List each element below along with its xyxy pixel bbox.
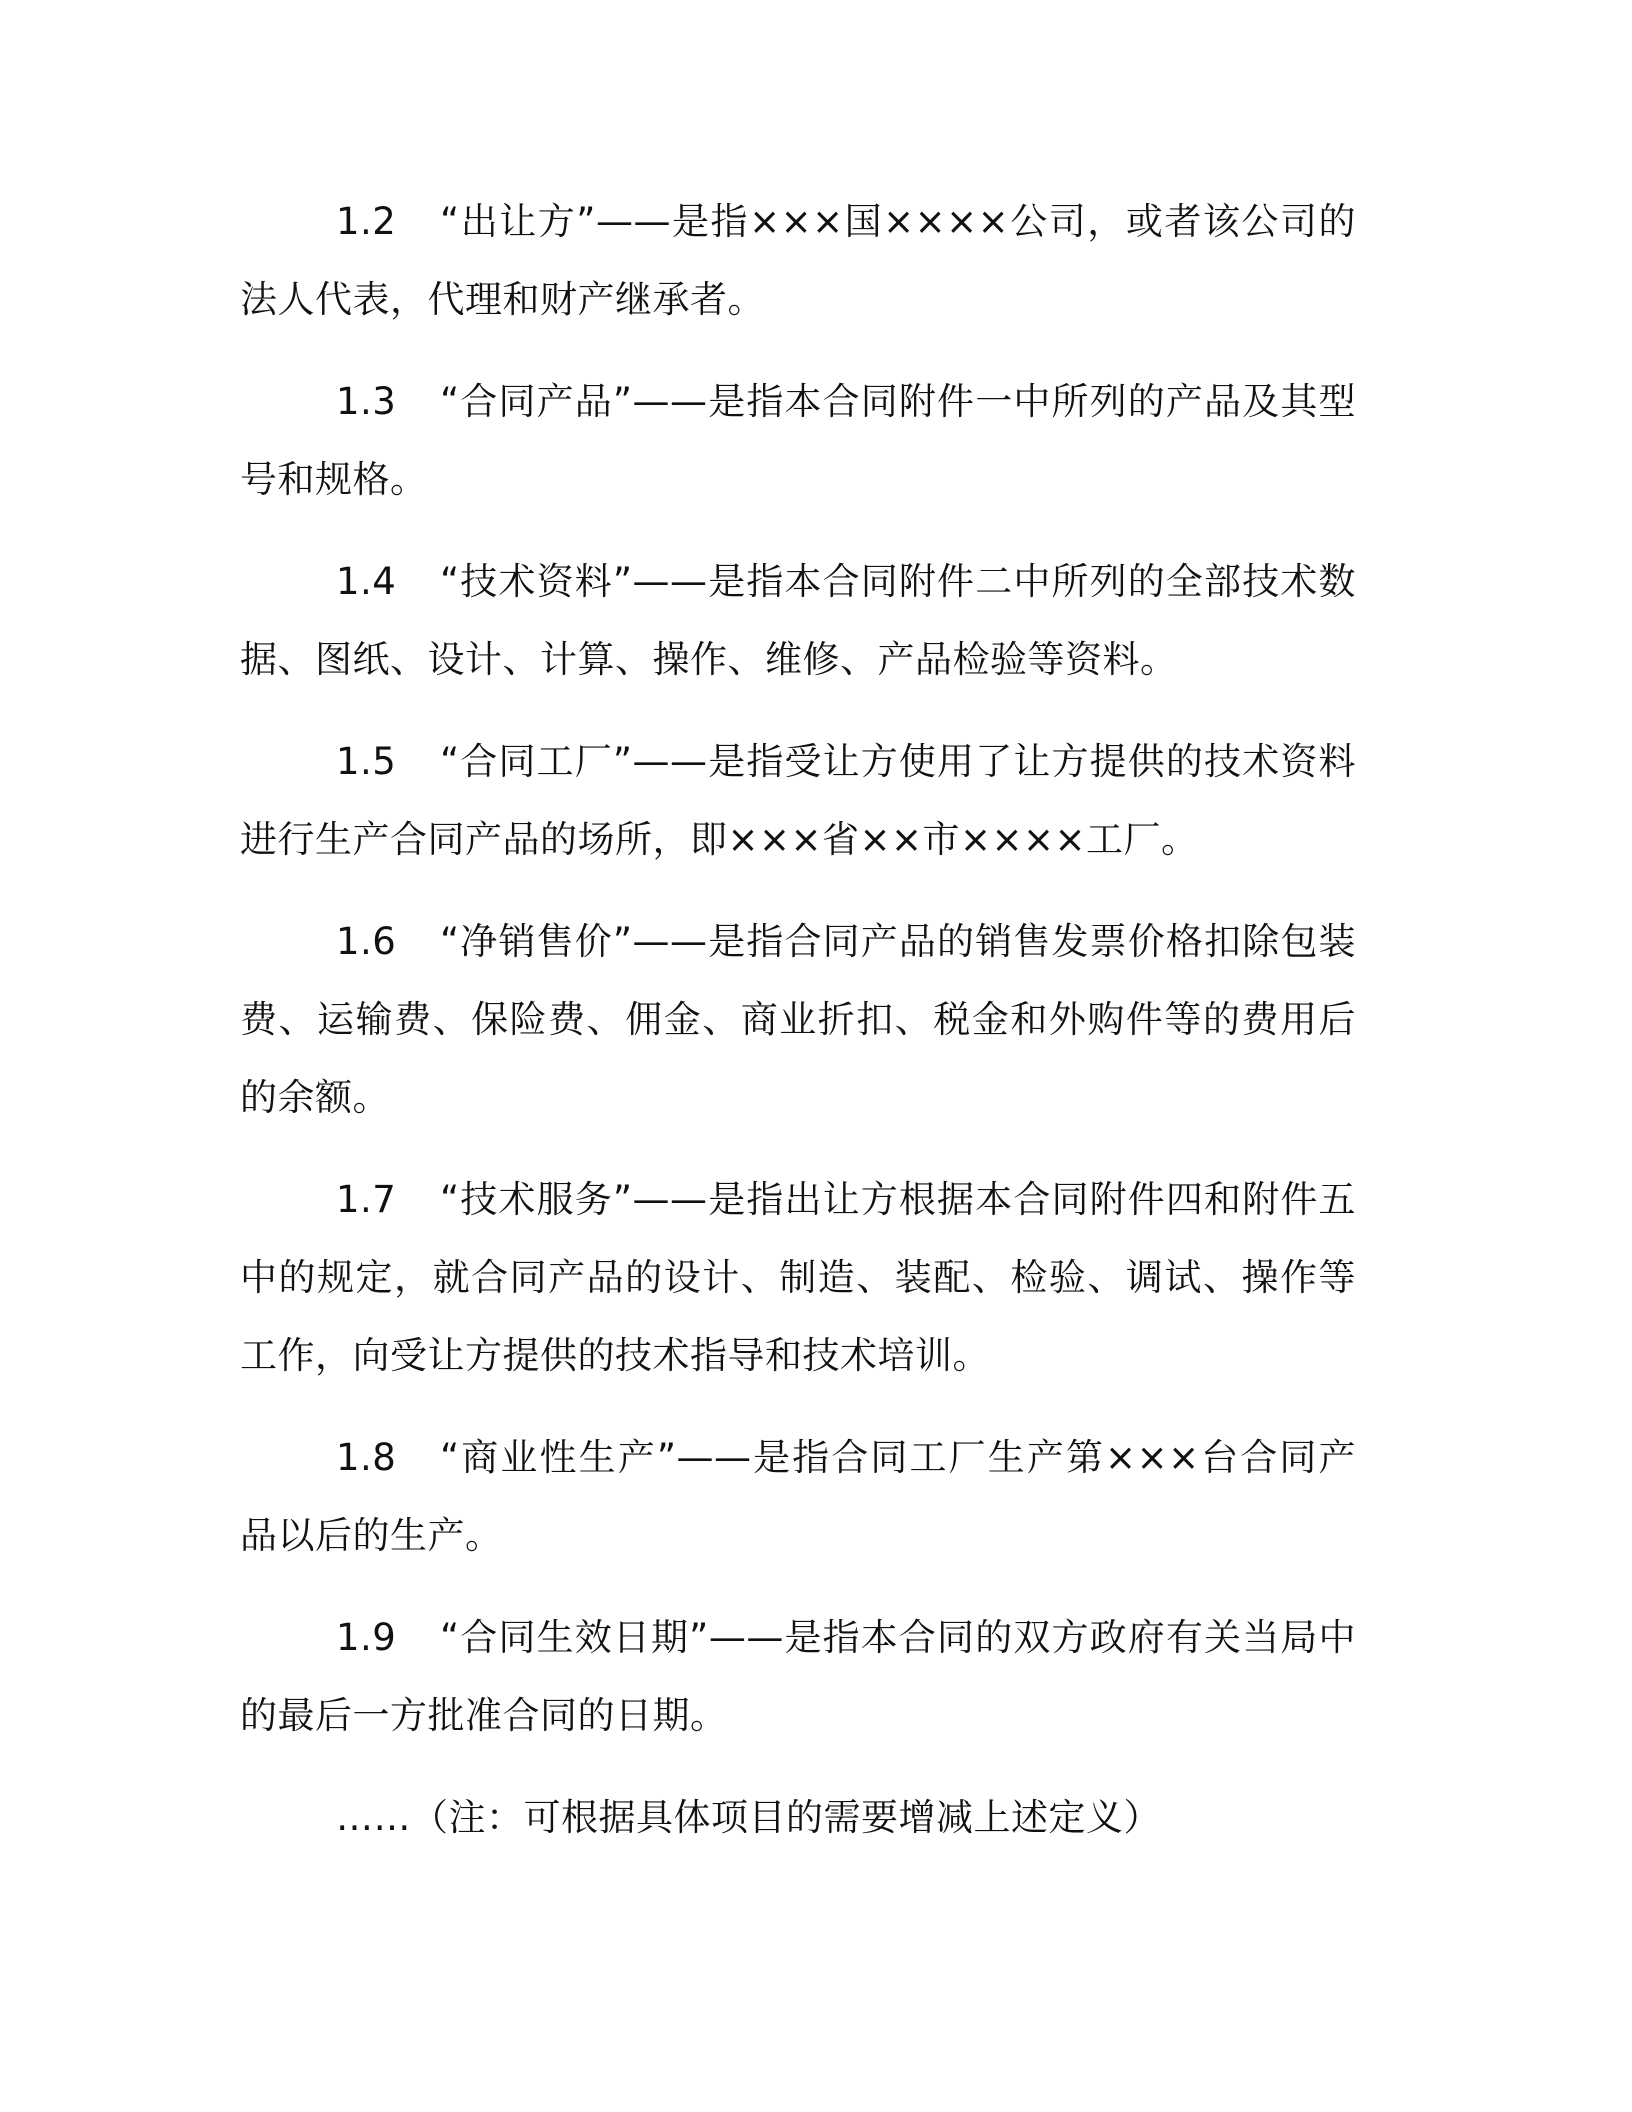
- definition-text: “净销售价”——是指合同产品的销售发票价格扣除包装费、运输费、保险费、佣金、商业折扣、税金和外购件等的费用后的余额。: [240, 920, 1356, 1119]
- definition-1-4: [240, 543, 1356, 699]
- definition-number: 1.4: [336, 560, 397, 603]
- definition-1-6: [240, 903, 1356, 1137]
- definition-1-9: [240, 1599, 1356, 1755]
- note-text: ……（注：可根据具体项目的需要增减上述定义）: [336, 1796, 1161, 1839]
- definition-number: 1.2: [336, 200, 397, 243]
- definition-number: 1.3: [336, 380, 397, 423]
- definition-text: “合同生效日期”——是指本合同的双方政府有关当局中的最后一方批准合同的日期。: [240, 1616, 1356, 1737]
- definition-1-8: [240, 1419, 1356, 1575]
- definition-number: 1.5: [336, 740, 397, 783]
- definition-number: 1.8: [336, 1436, 397, 1479]
- definition-text: “技术服务”——是指出让方根据本合同附件四和附件五中的规定，就合同产品的设计、制造、装配、检验、调试、操作等工作，向受让方提供的技术指导和技术培训。: [240, 1178, 1356, 1377]
- definition-1-5: [240, 723, 1356, 879]
- definition-1-3: [240, 363, 1356, 519]
- definition-number: 1.6: [336, 920, 397, 963]
- definition-text: “合同工厂”——是指受让方使用了让方提供的技术资料进行生产合同产品的场所，即×××省××市××××工厂。: [240, 740, 1356, 861]
- definition-number: 1.7: [336, 1178, 397, 1221]
- definition-number: 1.9: [336, 1616, 397, 1659]
- definition-text: “合同产品”——是指本合同附件一中所列的产品及其型号和规格。: [240, 380, 1356, 501]
- definition-1-7: [240, 1161, 1356, 1395]
- definitions-section: [240, 183, 1356, 1857]
- definition-1-2: [240, 183, 1356, 339]
- definition-text: “技术资料”——是指本合同附件二中所列的全部技术数据、图纸、设计、计算、操作、维修、产品检验等资料。: [240, 560, 1356, 681]
- definition-text: “出让方”——是指×××国××××公司，或者该公司的法人代表，代理和财产继承者。: [240, 200, 1356, 321]
- definition-text: “商业性生产”——是指合同工厂生产第×××台合同产品以后的生产。: [240, 1436, 1356, 1557]
